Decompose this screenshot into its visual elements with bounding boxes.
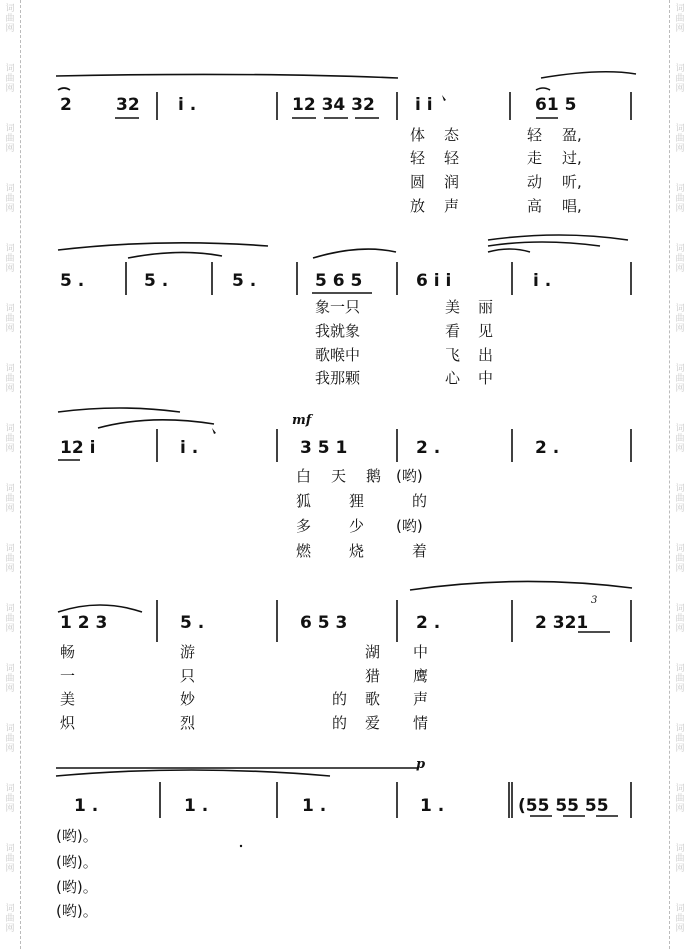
lyric: (哟) (396, 467, 423, 485)
lyric: 歌 (365, 690, 381, 708)
lyric: 体 (410, 126, 426, 144)
lyric: (哟)。 (56, 827, 98, 845)
lyric: 妙 (180, 690, 196, 708)
watermark: 词 曲 网 (5, 184, 15, 214)
lyric: 听, (562, 173, 582, 191)
watermark: 词 曲 网 (675, 364, 685, 394)
watermark: 词 曲 网 (675, 424, 685, 454)
watermark: 词 曲 网 (675, 904, 685, 934)
watermark: 词 曲 网 (675, 184, 685, 214)
watermark: 词 曲 网 (675, 4, 685, 34)
note-group: 1 . (420, 796, 445, 816)
lyric: (哟)。 (56, 902, 98, 920)
lyric: 游 (180, 643, 196, 661)
lyric: 我就象 (315, 322, 361, 340)
lyric: 声 (413, 690, 429, 708)
lyric: 烧 (349, 542, 365, 560)
lyric: 放 (410, 197, 426, 215)
lyric: 爱 (365, 714, 381, 732)
lyric: 鹰 (413, 667, 429, 685)
lyric: 过, (562, 149, 582, 167)
slur (128, 252, 222, 258)
watermark: 词 曲 网 (5, 664, 15, 694)
note-group: 6 5 3 (300, 613, 348, 633)
note-group: 5 . (232, 271, 257, 291)
lyric: 一 (60, 667, 76, 685)
lyric: 狐 (296, 492, 312, 510)
slur (56, 74, 398, 78)
note-group: 5 . (144, 271, 169, 291)
watermark: 词 曲 网 (5, 544, 15, 574)
note-group: 6 i i (416, 271, 452, 291)
watermark: 词 曲 网 (5, 784, 15, 814)
lyric: 少 (349, 517, 365, 535)
dynamic-p: p (416, 757, 426, 772)
watermark: 词 曲 网 (675, 484, 685, 514)
slur (58, 408, 180, 412)
lyric: 情 (413, 714, 429, 732)
slur (58, 243, 268, 250)
watermark: 词 曲 网 (5, 304, 15, 334)
watermark: 词 曲 网 (5, 124, 15, 154)
watermark: 词 曲 网 (675, 664, 685, 694)
lyric: 多 (296, 517, 312, 535)
slur (488, 235, 628, 240)
lyric: 天 (331, 467, 347, 485)
triplet-mark: 3 (591, 595, 598, 606)
lyric: 高 (527, 197, 543, 215)
lyric: 白 (296, 467, 312, 485)
grace-tick (212, 428, 216, 434)
lyric: 出 (478, 346, 494, 364)
note-group: i . (180, 438, 199, 458)
watermark: 词 曲 网 (675, 304, 685, 334)
lyric: 飞 (445, 346, 461, 364)
slur (313, 249, 396, 258)
lyric: 美 (445, 298, 461, 316)
lyric: (哟) (396, 517, 423, 535)
watermark: 词 曲 网 (5, 604, 15, 634)
lyric: 动 (527, 173, 543, 191)
lyric: 轻 (410, 149, 426, 167)
watermark: 词 曲 网 (5, 364, 15, 394)
lyric: 盈, (562, 126, 582, 144)
slur (56, 770, 330, 776)
watermark: 词 曲 网 (675, 724, 685, 754)
lyric: 润 (444, 173, 460, 191)
watermark: 词 曲 网 (675, 544, 685, 574)
note-group: 12 34 32 (292, 95, 375, 115)
slur (541, 72, 636, 78)
dynamic-mf: mf (292, 413, 312, 428)
watermark: 词 曲 网 (5, 484, 15, 514)
lyric: 湖 (365, 643, 381, 661)
lyric: 美 (60, 690, 76, 708)
lyric: 畅 (60, 643, 76, 661)
watermark: 词 曲 网 (675, 784, 685, 814)
note-group: 1 . (302, 796, 327, 816)
slur (536, 88, 550, 90)
watermark: 词 曲 网 (675, 64, 685, 94)
lyric: 轻 (444, 149, 460, 167)
lyric: 只 (180, 667, 196, 685)
watermark: 词 曲 网 (5, 724, 15, 754)
note-group: 2 (60, 95, 72, 115)
note-group: i i (415, 95, 433, 115)
note-group: 2 . (535, 438, 560, 458)
note-group: 5 . (60, 271, 85, 291)
lyric: 中 (478, 369, 494, 387)
lyric: 看 (445, 322, 461, 340)
note-group: 2 . (416, 438, 441, 458)
note-group: 12 i (60, 438, 96, 458)
watermark: 词 曲 网 (5, 64, 15, 94)
note-group: 1 . (184, 796, 209, 816)
watermark: 词 曲 网 (5, 424, 15, 454)
note-group: 3 5 1 (300, 438, 348, 458)
lyric: 的 (332, 714, 348, 732)
note-group: i . (178, 95, 197, 115)
watermark: 词 曲 网 (5, 904, 15, 934)
lyric: 中 (413, 643, 429, 661)
note-group: 32 (116, 95, 140, 115)
note-group: 2 . (416, 613, 441, 633)
lyric: 炽 (60, 714, 76, 732)
slur (98, 420, 214, 428)
watermark: 词 曲 网 (675, 124, 685, 154)
lyric: 象一只 (315, 298, 361, 316)
lyric: 圆 (410, 173, 426, 191)
lyric: 狸 (349, 492, 365, 510)
lyric: 我那颗 (315, 369, 361, 387)
lyric: (哟)。 (56, 878, 98, 896)
lyric: 态 (444, 126, 460, 144)
lyric: 见 (478, 322, 494, 340)
slur (58, 605, 142, 612)
lyric: 轻 (527, 126, 543, 144)
lyric: 心 (445, 369, 461, 387)
watermark: 词 曲 网 (675, 844, 685, 874)
lyric: 鹅 (366, 467, 382, 485)
note-group: 2 321 (535, 613, 589, 633)
watermark: 词 曲 网 (5, 844, 15, 874)
lyric: 唱, (562, 197, 582, 215)
slur (488, 242, 600, 246)
lyric: 声 (444, 197, 460, 215)
note-group: 1 2 3 (60, 613, 108, 633)
watermark: 词 曲 网 (5, 4, 15, 34)
note-group: 5 6 5 (315, 271, 363, 291)
lyric: 烈 (180, 714, 196, 732)
note-group: 1 . (74, 796, 99, 816)
lyric: 歌喉中 (315, 346, 361, 364)
watermark: 词 曲 网 (5, 244, 15, 274)
slur (410, 581, 632, 590)
lyric: 丽 (478, 298, 494, 316)
note-group: (55 55 55 (518, 796, 609, 816)
slur (58, 88, 70, 90)
lyric: 走 (527, 149, 543, 167)
note-group: 61 5 (535, 95, 577, 115)
grace-tick (442, 95, 446, 101)
dot-mark (240, 845, 242, 847)
slur (488, 249, 530, 252)
lyric: 着 (412, 542, 428, 560)
lyric: 的 (332, 690, 348, 708)
note-group: 5 . (180, 613, 205, 633)
lyric: 猎 (365, 667, 381, 685)
note-group: i . (533, 271, 552, 291)
watermark: 词 曲 网 (675, 244, 685, 274)
lyric: 的 (412, 492, 428, 510)
watermark: 词 曲 网 (675, 604, 685, 634)
lyric: (哟)。 (56, 853, 98, 871)
lyric: 燃 (296, 542, 312, 560)
